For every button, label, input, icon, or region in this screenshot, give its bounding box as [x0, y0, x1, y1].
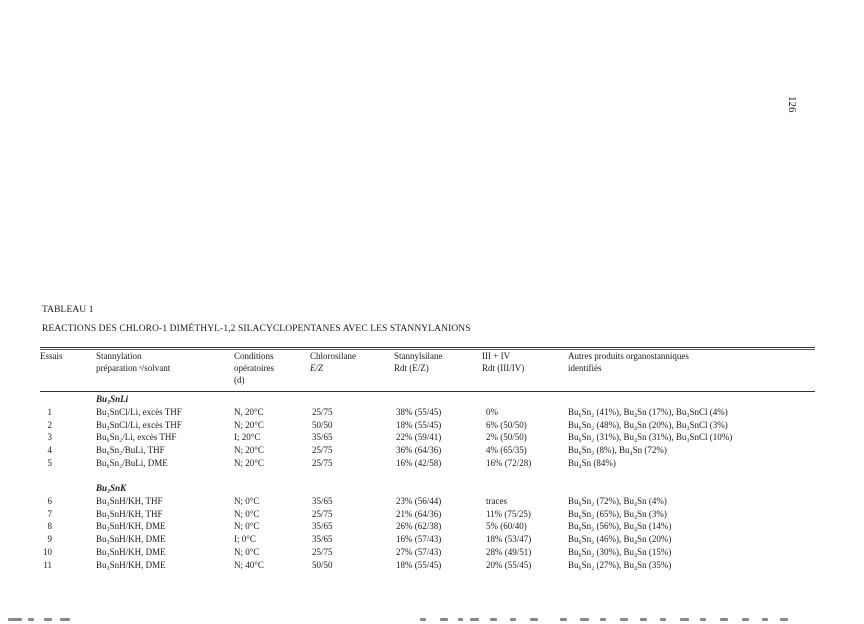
header-iii-iv: III + IV Rdt (III/IV) — [482, 351, 525, 373]
group-label: Bu₃SnK — [96, 483, 127, 493]
cell-cond: I; 20°C — [234, 432, 261, 443]
cell-cond: N; 0°C — [234, 521, 260, 532]
footer-text-fragment — [0, 614, 864, 624]
cell-chloro: 25/75 — [312, 546, 333, 557]
cell-rdt: 38% (55/45) — [396, 407, 442, 417]
table-row — [0, 445, 864, 457]
header-bottom-rule — [40, 391, 815, 392]
cell-chloro: 25/75 — [312, 508, 333, 519]
header-essais: Essais — [40, 351, 63, 361]
cell-stann: Bu₃SnH/KH, DME — [96, 521, 166, 532]
cell-rdt: 21% (64/36) — [396, 508, 442, 519]
cell-essai: 1 — [47, 407, 52, 417]
header-stannylation: Stannylation préparation ᵃ/solvant — [96, 351, 171, 373]
cell-chloro: 35/65 — [312, 521, 333, 532]
table-row — [0, 521, 864, 533]
cell-chloro: 25/75 — [312, 407, 333, 417]
cell-rdt: 22% (59/41) — [396, 432, 442, 443]
cell-stann: Bu₃SnH/KH, DME — [96, 559, 166, 570]
cell-essai: 9 — [47, 534, 52, 545]
header-conditions: Conditions opératoires (d) — [234, 351, 274, 385]
cell-autres: Bu₆Sn₂ (46%), Bu₄Sn (20%) — [568, 534, 672, 545]
cell-chloro: 50/50 — [312, 559, 333, 570]
cell-autres: Bu₆Sn₂ (65%), Bu₄Sn (3%) — [568, 508, 667, 519]
cell-autres: Bu₄Sn (84%) — [568, 457, 616, 468]
table-row — [0, 458, 864, 470]
cell-stann: Bu₃SnH/KH, DME — [96, 546, 166, 557]
cell-rdt: 18% (55/45) — [396, 559, 442, 570]
cell-chloro: 25/75 — [312, 457, 333, 468]
cell-cond: N, 20°C — [234, 407, 264, 417]
cell-cond: I; 0°C — [234, 534, 256, 545]
group-label: Bu₃SnLi — [96, 394, 129, 404]
table-row — [0, 509, 864, 521]
cell-essai: 7 — [47, 508, 52, 519]
cell-chloro: 35/65 — [312, 496, 333, 506]
cell-cond: N; 0°C — [234, 496, 260, 506]
cell-stann: Bu₃SnCl/Li, excès THF — [96, 407, 182, 417]
cell-autres: Bu₆Sn₂ (48%), Bu₄Sn (20%), Bu₃SnCl (3%) — [568, 419, 728, 430]
table-row — [0, 420, 864, 432]
cell-iiiiv: 6% (50/50) — [486, 419, 527, 430]
table-top-rule — [40, 347, 815, 348]
cell-rdt: 26% (62/38) — [396, 521, 442, 532]
cell-stann: Bu₆Sn₂/BuLi, DME — [96, 457, 168, 468]
cell-iiiiv: 20% (55/45) — [486, 559, 532, 570]
cell-essai: 10 — [43, 546, 52, 557]
page-number: 126 — [786, 96, 798, 113]
cell-stann: Bu₃SnH/KH, THF — [96, 508, 163, 519]
cell-rdt: 36% (64/36) — [396, 445, 442, 456]
cell-cond: N; 0°C — [234, 508, 260, 519]
table-row — [0, 496, 864, 508]
cell-iiiiv: 28% (49/51) — [486, 546, 532, 557]
table-row — [0, 547, 864, 559]
cell-stann: Bu₃SnH/KH, THF — [96, 496, 163, 506]
cell-iiiiv: 11% (75/25) — [486, 508, 531, 519]
header-chlorosilane: Chlorosilane E/Z — [310, 351, 356, 373]
cell-essai: 3 — [47, 432, 52, 443]
table-row — [0, 432, 864, 444]
cell-cond: N; 20°C — [234, 445, 264, 456]
cell-autres: Bu₆Sn₂ (31%), Bu₄Sn (31%), Bu₃SnCl (10%) — [568, 432, 733, 443]
cell-iiiiv: 0% — [486, 407, 498, 417]
cell-cond: N; 0°C — [234, 546, 260, 557]
cell-autres: Bu₆Sn₂ (56%), Bu₄Sn (14%) — [568, 521, 672, 532]
cell-cond: N; 20°C — [234, 457, 264, 468]
cell-autres: Bu₆Sn₂ (72%), Bu₄Sn (4%) — [568, 496, 667, 506]
table-title: REACTIONS DES CHLORO-1 DIMÉTHYL-1,2 SILACYCLOPENTANES AVEC LES STANNYLANIONS — [42, 324, 471, 334]
cell-rdt: 27% (57/43) — [396, 546, 442, 557]
cell-stann: Bu₃SnH/KH, DME — [96, 534, 166, 545]
cell-essai: 8 — [47, 521, 52, 532]
table-label: TABLEAU 1 — [42, 305, 94, 315]
cell-stann: Bu₆Sn₂/BuLi, THF — [96, 445, 165, 456]
header-autres-produits: Autres produits organostanniques identifiés — [568, 351, 689, 373]
cell-autres: Bu₆Sn₂ (27%), Bu₄Sn (35%) — [568, 559, 672, 570]
cell-chloro: 25/75 — [312, 445, 333, 456]
cell-cond: N; 40°C — [234, 559, 264, 570]
table-row — [0, 534, 864, 546]
cell-essai: 4 — [47, 445, 52, 456]
cell-chloro: 50/50 — [312, 419, 333, 430]
cell-essai: 2 — [47, 419, 52, 430]
cell-chloro: 35/65 — [312, 534, 333, 545]
cell-iiiiv: 4% (65/35) — [486, 445, 527, 456]
cell-iiiiv: 16% (72/28) — [486, 457, 532, 468]
cell-iiiiv: 5% (60/40) — [486, 521, 527, 532]
cell-essai: 5 — [47, 457, 52, 468]
cell-iiiiv: 2% (50/50) — [486, 432, 527, 443]
cell-stann: Bu₆Sn₂/Li, excès THF — [96, 432, 177, 443]
table-row — [0, 407, 864, 419]
cell-stann: Bu₃SnCl/Li, excès THF — [96, 419, 182, 430]
cell-autres: Bu₆Sn₂ (41%), Bu₄Sn (17%), Bu₃SnCl (4%) — [568, 407, 728, 417]
cell-iiiiv: 18% (53/47) — [486, 534, 532, 545]
cell-rdt: 18% (55/45) — [396, 419, 442, 430]
cell-rdt: 23% (56/44) — [396, 496, 442, 506]
table-row — [0, 560, 864, 572]
cell-chloro: 35/65 — [312, 432, 333, 443]
cell-iiiiv: traces — [486, 496, 507, 506]
cell-essai: 11 — [43, 559, 52, 570]
cell-autres: Bu₆Sn₂ (8%), Bu₄Sn (72%) — [568, 445, 667, 456]
cell-autres: Bu₆Sn₂ (30%), Bu₄Sn (15%) — [568, 546, 672, 557]
cell-essai: 6 — [47, 496, 52, 506]
cell-rdt: 16% (42/58) — [396, 457, 442, 468]
cell-rdt: 16% (57/43) — [396, 534, 442, 545]
header-stannylsilane: Stannylsilane Rdt (E/Z) — [394, 351, 443, 373]
cell-cond: N; 20°C — [234, 419, 264, 430]
